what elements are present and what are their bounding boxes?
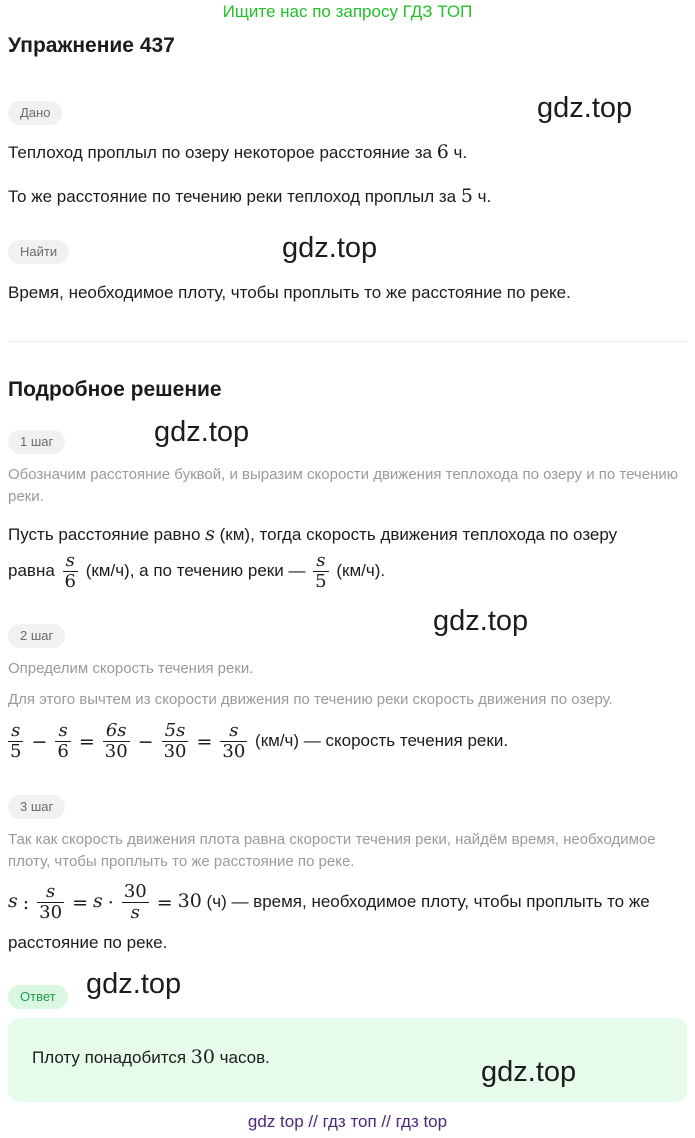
fraction: $\frac{s}{5}$ xyxy=(315,550,327,593)
step-2-badge: 2 шаг xyxy=(8,624,65,648)
step-2-hint-1: Определим скорость течения реки. xyxy=(8,660,254,677)
watermark: gdz.top xyxy=(86,968,182,1000)
find-text: Время, необходимое плоту, чтобы проплыть то же расстояние по реке. xyxy=(8,283,571,302)
answer-badge: Ответ xyxy=(8,985,68,1009)
exercise-title: Упражнение 437 xyxy=(8,34,175,57)
watermark: gdz.top xyxy=(433,605,529,637)
step-3-hint: Так как скорость движения плота равна скорости течения реки, найдём время, необходимое плоту, чтобы проплыть то же расстояние по реке. xyxy=(8,831,656,870)
given-line-2: То же расстояние по течению реки теплоход проплыл за 5 ч. xyxy=(8,185,492,207)
find-badge: Найти xyxy=(8,240,69,264)
answer-text: Плоту понадобится 30 часов. xyxy=(32,1046,270,1068)
top-banner-link[interactable]: Ищите нас по запросу ГДЗ ТОП xyxy=(222,2,473,21)
watermark: gdz.top xyxy=(481,1056,577,1088)
step-1-badge: 1 шаг xyxy=(8,430,65,454)
watermark: gdz.top xyxy=(154,416,250,448)
given-badge: Дано xyxy=(8,101,62,125)
step-1-line-1: Пусть расстояние равно s (км), тогда скорость движения теплохода по озеру xyxy=(8,523,618,545)
solution-title: Подробное решение xyxy=(8,378,222,401)
step-2-hint-2: Для этого вычтем из скорости движения по течению реки скорость движения по озеру. xyxy=(8,691,613,708)
footer-links[interactable]: gdz top // гдз топ // гдз top xyxy=(247,1112,448,1131)
step-1-hint: Обозначим расстояние буквой, и выразим скорости движения теплохода по озеру и по течению реки. xyxy=(8,466,678,505)
step-3-line-2: расстояние по реке. xyxy=(8,933,168,952)
step-1-line-2: равна $\frac{s}{6}$ (км/ч), а по течению реки — $\frac{s}{5}$ (км/ч). xyxy=(8,550,386,593)
section-divider xyxy=(8,341,687,342)
step-3-equation: s : $\frac{s}{30}$ = s · $\frac{30}{s}$ = 30 (ч) — время, необходимое плоту, чтобы проплыть то же xyxy=(8,881,650,924)
watermark: gdz.top xyxy=(537,92,633,124)
fraction: $\frac{s}{6}$ xyxy=(64,550,76,593)
watermark: gdz.top xyxy=(282,232,378,264)
step-2-equation: $\frac{s}{5}$ − $\frac{s}{6}$ = $\frac{6s}{30}$ − $\frac{5s}{30}$ = $\frac{s}{30}$ (км/ч) — скорость течения реки. xyxy=(10,720,509,763)
step-3-badge: 3 шаг xyxy=(8,795,65,819)
answer-box xyxy=(8,1018,687,1102)
given-line-1: Теплоход проплыл по озеру некоторое расстояние за 6 ч. xyxy=(8,141,468,163)
